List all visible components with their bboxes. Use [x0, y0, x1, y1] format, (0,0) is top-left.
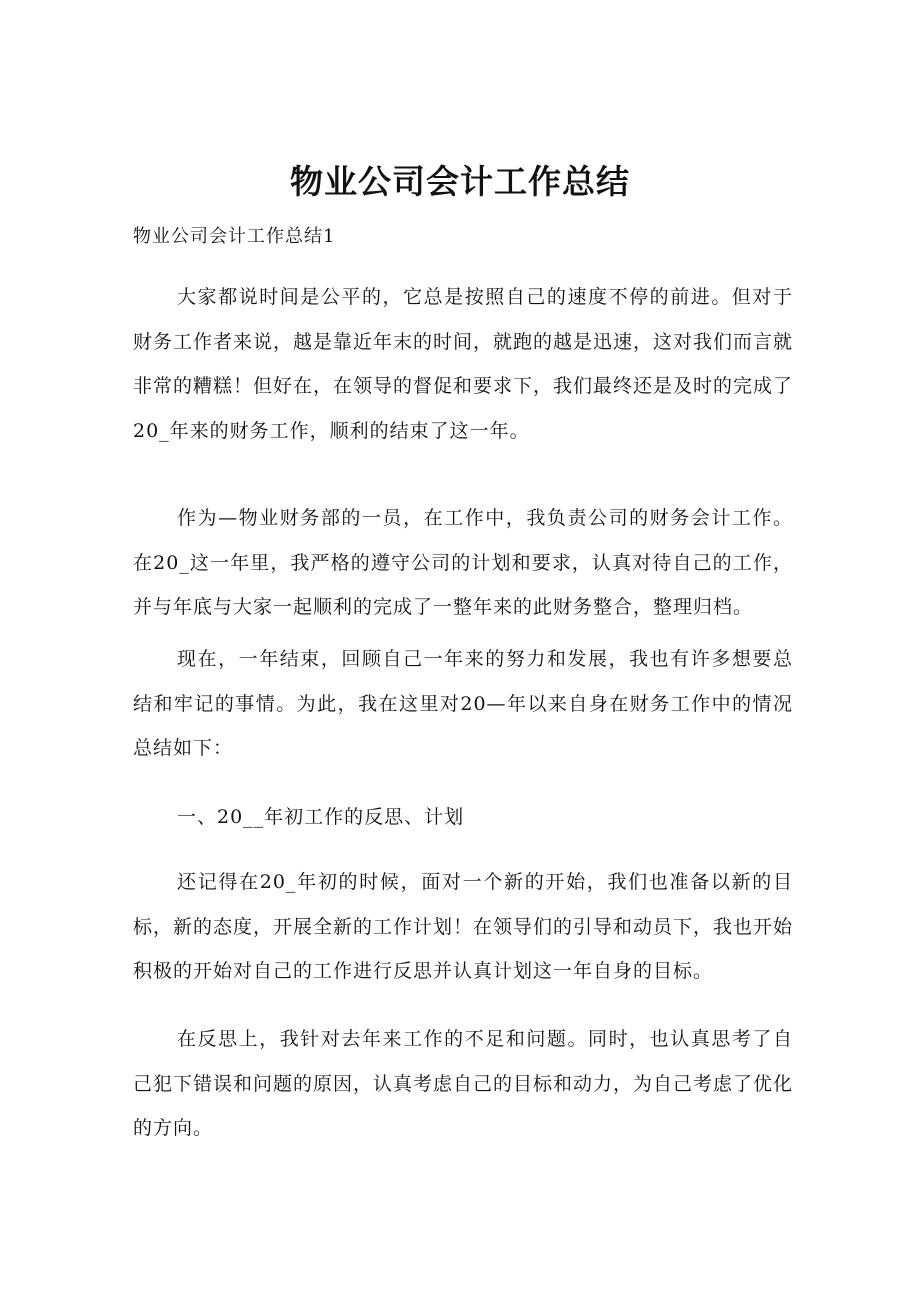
section-heading-1: 一、20__年初工作的反思、计划 [177, 806, 465, 828]
document-title: 物业公司会计工作总结 [290, 162, 630, 201]
paragraph-1: 大家都说时间是公平的，它总是按照自己的速度不停的前进。但对于财务工作者来说，越是靠近年末的时间，就跑的越是迅速，这对我们而言就非常的糟糕！但好在，在领导的督促和要求下，我们最终还是及时的完成了20_年来的财务工作，顺利的结束了这一年。 [133, 286, 794, 442]
paragraph-2: 作为—物业财务部的一员，在工作中，我负责公司的财务会计工作。在20_这一年里，我严格的遵守公司的计划和要求，认真对待自己的工作，并与年底与大家一起顺利的完成了一整年来的此财务整合，整理归档。 [133, 507, 793, 618]
paragraph-5: 在反思上，我针对去年来工作的不足和问题。同时，也认真思考了自己犯下错误和问题的原因，认真考虑自己的目标和动力，为自己考虑了优化的方向。 [133, 1028, 794, 1139]
document-subtitle: 物业公司会计工作总结1 [133, 226, 336, 247]
paragraph-4: 还记得在20_年初的时候，面对一个新的开始，我们也准备以新的目标，新的态度，开展全新的工作计划！在领导们的引导和动员下，我也开始积极的开始对自己的工作进行反思并认真计划这一年自身的目标。 [133, 871, 794, 982]
paragraph-3: 现在，一年结束，回顾自己一年来的努力和发展，我也有许多想要总结和牢记的事情。为此，我在这里对20—年以来自身在财务工作中的情况总结如下： [133, 648, 793, 759]
